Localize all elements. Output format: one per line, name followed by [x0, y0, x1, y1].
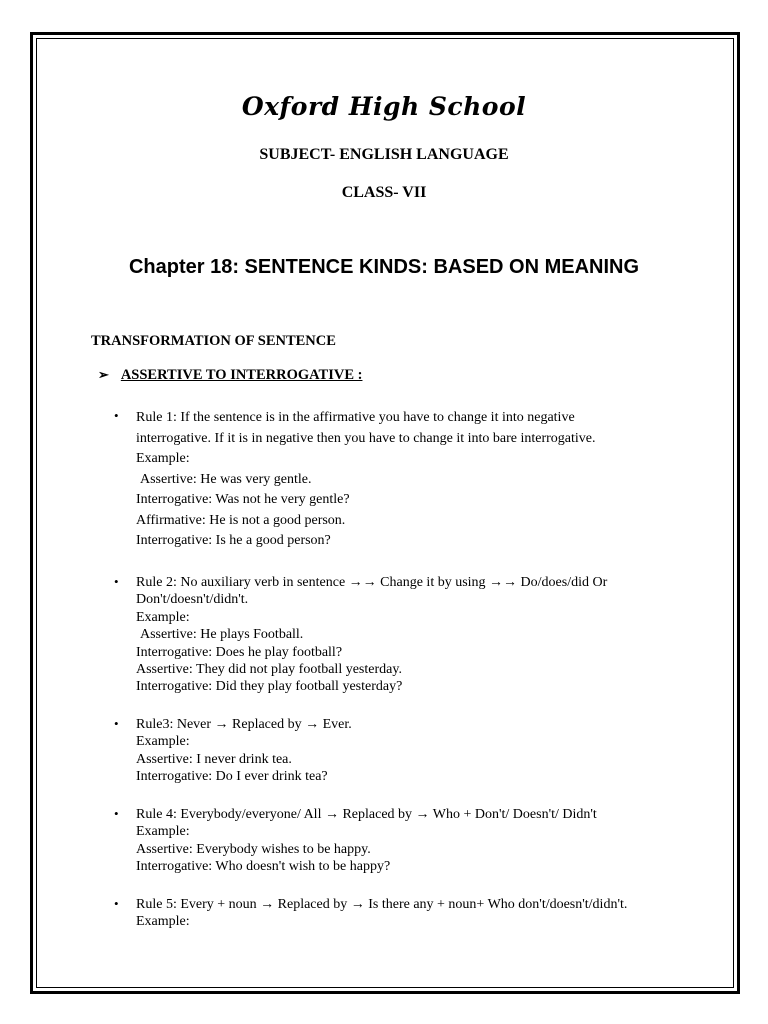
bullet-icon: •	[114, 408, 119, 423]
bullet-icon: •	[114, 574, 119, 589]
example-line: Assertive: Everybody wishes to be happy.	[136, 841, 371, 857]
example-label: Example:	[136, 451, 190, 466]
example-line: Assertive: I never drink tea.	[136, 751, 292, 767]
subject-line: SUBJECT- ENGLISH LANGUAGE	[259, 146, 509, 163]
class-line: CLASS- VII	[341, 184, 427, 201]
rule-line: Rule 5: Every + noun → Replaced by → Is there any + noun+ Who don't/doesn't/didn't.	[136, 897, 628, 912]
example-label: Example:	[136, 609, 190, 625]
rule-line: Rule 4: Everybody/everyone/ All → Replaced by → Who + Don't/ Doesn't/ Didn't	[136, 807, 597, 822]
example-line: Interrogative: Do I ever drink tea?	[136, 769, 328, 785]
rule-1	[114, 408, 674, 552]
rule-line: Rule 2: No auxiliary verb in sentence →→ Change it by using →→ Do/does/did Or	[136, 575, 608, 590]
example-line: Interrogative: Is he a good person?	[136, 533, 331, 548]
rule-2-body	[136, 574, 674, 696]
rule-5	[114, 896, 674, 931]
rule-2	[114, 574, 674, 696]
example-label: Example:	[136, 824, 190, 840]
rule-line: interrogative. If it is in negative then you have to change it into bare interrogative.	[136, 430, 596, 446]
example-line: Assertive: They did not play football yesterday.	[136, 662, 402, 678]
arrow-bullet-icon: ➢	[98, 367, 109, 382]
example-line: Interrogative: Does he play football?	[136, 644, 343, 660]
section-title: TRANSFORMATION OF SENTENCE	[91, 333, 336, 349]
subheading	[98, 367, 362, 384]
bullet-icon: •	[114, 716, 119, 731]
rule-1-body	[136, 408, 674, 552]
school-name: Oxford High School	[241, 92, 527, 121]
rule-4	[114, 806, 674, 876]
rule-line: Rule 1: If the sentence is in the affirmative you have to change it into negative	[136, 410, 575, 425]
rule-5-body	[136, 896, 674, 931]
rule-line: Rule3: Never → Replaced by → Ever.	[136, 717, 352, 732]
example-line: Assertive: He plays Football.	[140, 627, 304, 643]
example-line: Interrogative: Who doesn't wish to be happy?	[136, 859, 391, 875]
example-label: Example:	[136, 914, 190, 930]
example-line: Interrogative: Did they play football yesterday?	[136, 679, 403, 695]
example-line: Assertive: He was very gentle.	[140, 471, 312, 487]
bullet-icon: •	[114, 806, 119, 821]
subheading-text: ASSERTIVE TO INTERROGATIVE :	[120, 367, 363, 383]
bullet-icon: •	[114, 896, 119, 911]
example-label: Example:	[136, 734, 190, 750]
chapter-title: Chapter 18: SENTENCE KINDS: BASED ON MEANING	[128, 256, 640, 278]
rule-4-body	[136, 806, 674, 876]
rule-line: Don't/doesn't/didn't.	[136, 592, 249, 608]
example-line: Affirmative: He is not a good person.	[136, 512, 346, 528]
rule-3-body	[136, 716, 674, 786]
example-line: Interrogative: Was not he very gentle?	[136, 492, 350, 507]
rule-3	[114, 716, 674, 786]
